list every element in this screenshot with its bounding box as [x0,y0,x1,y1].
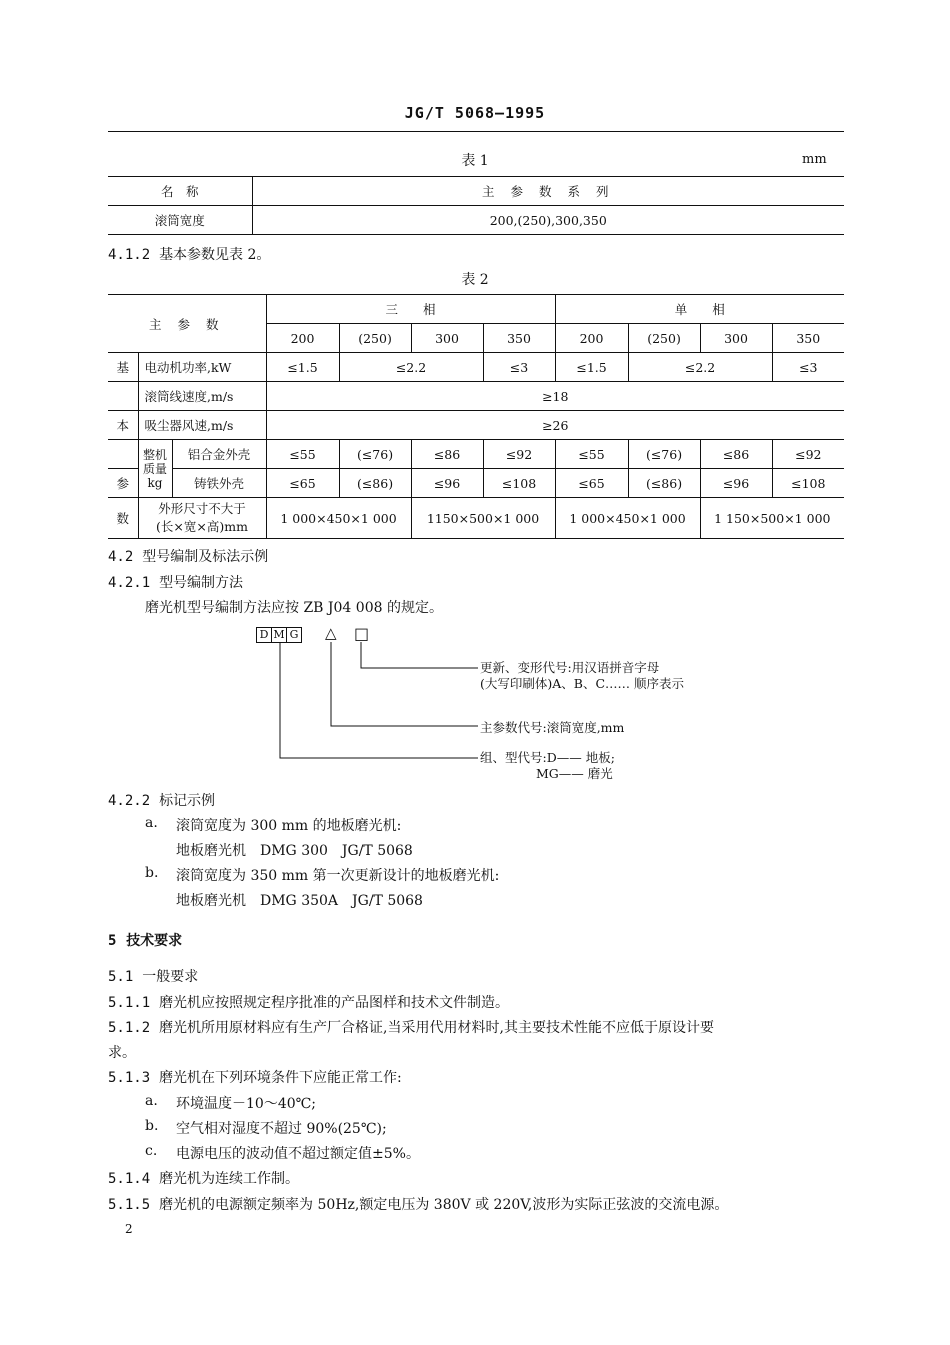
alu-cell: (≤76) [628,440,700,469]
alu-label: 铝合金外壳 [172,440,266,469]
power-cell: ≤2.2 [628,353,772,382]
standard-header: JG/T 5068—1995 [404,104,546,122]
diagram-label-line: 组、型代号:D—— 地板; [480,750,615,765]
section-text: 型号编制及标法示例 [142,549,269,565]
table2-width: (250) [628,324,700,353]
alu-cell: ≤92 [483,440,555,469]
section-4-2-1 [108,572,243,592]
power-cell: ≤1.5 [266,353,339,382]
power-cell: ≤3 [772,353,844,382]
table1 [108,176,844,235]
section-number: 5.1.3 [108,1070,151,1086]
section-4-2-1-body: 磨光机型号编制方法应按 ZB J04 008 的规定。 [145,600,443,616]
table1-header-series: 主 参 数 系 列 [252,177,844,206]
wind-value: ≥26 [266,411,844,440]
section-text: 磨光机所用原材料应有生产厂合格证,当采用代用材料时,其主要技术性能不应低于原设计要 [159,1020,714,1036]
group-label-char: 本 [108,411,138,440]
table2-main-param: 主 参 数 [108,295,266,353]
iron-cell: ≤96 [411,469,483,498]
diagram-label-group [480,750,615,782]
diagram-label-param: 主参数代号:滚筒宽度,mm [480,720,625,735]
section-5-1 [108,966,198,986]
leader-line-param [331,642,478,726]
condition-c: 电源电压的波动值不超过额定值±5%。 [176,1146,420,1162]
section-number: 4.2.2 [108,793,151,809]
section-5-1-1 [108,992,509,1012]
section-number: 5.1 [108,969,134,985]
power-cell: ≤1.5 [555,353,628,382]
leader-line-group [280,642,478,758]
section-text: 磨光机应按照规定程序批准的产品图样和技术文件制造。 [159,995,510,1011]
alu-cell: (≤76) [339,440,411,469]
table2-single-phase: 单 相 [555,295,844,324]
section-number: 5.1.4 [108,1171,151,1187]
section-number: 4.1.2 [108,247,151,263]
list-marker: c. [145,1143,158,1159]
table2-width: 350 [483,324,555,353]
iron-label: 铸铁外壳 [172,469,266,498]
section-number: 4.2 [108,549,134,565]
section-text: 型号编制方法 [159,575,244,591]
table2-width: 300 [411,324,483,353]
section-text: 标记示例 [159,793,216,809]
dim-cell: 1 000×450×1 000 [555,498,700,539]
dim-cell: 1 150×500×1 000 [700,498,844,539]
section-number: 5.1.5 [108,1197,151,1213]
diagram-label-line: 更新、变形代号:用汉语拼音字母 [480,660,660,675]
table2-width: 200 [266,324,339,353]
diagram-label-update [480,660,684,692]
dim-label-line2: (长×宽×高)mm [156,519,248,534]
alu-cell: ≤86 [411,440,483,469]
list-marker: b. [145,865,159,881]
model-code-leader-lines [250,622,480,772]
diagram-label-line: MG—— 磨光 [536,766,613,781]
iron-cell: (≤86) [339,469,411,498]
table2-three-phase: 三 相 [266,295,555,324]
square-symbol: □ [354,624,370,643]
section-number: 5 [108,933,117,949]
dim-cell: 1 000×450×1 000 [266,498,411,539]
example-a-code: 地板磨光机 DMG 300 JG/T 5068 [176,843,413,859]
diagram-label-line: (大写印刷体)A、B、C…… 顺序表示 [480,676,685,691]
table2-width: (250) [339,324,411,353]
section-5-1-2-cont: 求。 [108,1045,136,1061]
code-letter-box: M [272,627,287,643]
code-letter-box: D [256,627,272,643]
triangle-symbol: △ [325,624,337,642]
iron-cell: ≤65 [555,469,628,498]
table2-caption: 表 2 [461,272,489,288]
wind-label: 吸尘器风速,m/s [138,411,266,440]
section-number: 5.1.2 [108,1020,151,1036]
alu-cell: ≤92 [772,440,844,469]
section-4-1-2 [108,244,270,264]
section-4-2-2 [108,790,215,810]
page-number: 2 [125,1222,133,1236]
table1-row-label: 滚筒宽度 [108,206,252,235]
section-number: 4.2.1 [108,575,151,591]
mass-label: 整机质量kg [138,440,172,498]
speed-label: 滚筒线速度,m/s [138,382,266,411]
section-title: 技术要求 [126,933,183,949]
group-label-char: 基 [108,353,138,382]
table2-width: 300 [700,324,772,353]
section-text: 磨光机的电源额定频率为 50Hz,额定电压为 380V 或 220V,波形为实际正弦波的交流电源。 [159,1197,729,1213]
section-5-1-4 [108,1168,299,1188]
section-text: 磨光机在下列环境条件下应能正常工作: [159,1070,402,1086]
section-5-1-5 [108,1194,728,1214]
power-label: 电动机功率,kW [138,353,266,382]
table2-width: 350 [772,324,844,353]
section-text: 磨光机为连续工作制。 [159,1171,300,1187]
alu-cell: ≤86 [700,440,772,469]
condition-a: 环境温度－10～40℃; [176,1096,317,1112]
table2-width: 200 [555,324,628,353]
list-marker: a. [145,1093,158,1109]
speed-value: ≥18 [266,382,844,411]
section-number: 5.1.1 [108,995,151,1011]
group-label-char: 参 [108,469,138,498]
alu-cell: ≤55 [555,440,628,469]
section-4-2 [108,546,268,566]
table1-unit: mm [802,152,827,167]
section-5-1-3 [108,1067,402,1087]
table2 [108,294,844,539]
section-text: 一般要求 [142,969,199,985]
example-a-text: 滚筒宽度为 300 mm 的地板磨光机: [176,818,402,834]
dim-label [138,498,266,539]
power-cell: ≤3 [483,353,555,382]
dim-cell: 1150×500×1 000 [411,498,555,539]
table1-caption: 表 1 [461,153,489,169]
condition-b: 空气相对湿度不超过 90%(25℃); [176,1121,387,1137]
example-b-code: 地板磨光机 DMG 350A JG/T 5068 [176,893,423,909]
header-rule [108,131,844,132]
iron-cell: ≤108 [483,469,555,498]
group-label-char: 数 [108,498,138,539]
example-b-text: 滚筒宽度为 350 mm 第一次更新设计的地板磨光机: [176,868,500,884]
table1-row-value: 200,(250),300,350 [252,206,844,235]
iron-cell: ≤65 [266,469,339,498]
iron-cell: ≤108 [772,469,844,498]
dim-label-line1: 外形尺寸不大于 [158,501,246,516]
leader-line-update [361,642,478,668]
section-text: 基本参数见表 2。 [159,247,271,263]
power-cell: ≤2.2 [339,353,483,382]
section-5-1-2 [108,1017,714,1037]
list-marker: a. [145,815,158,831]
section-5 [108,930,182,950]
list-marker: b. [145,1118,159,1134]
iron-cell: ≤96 [700,469,772,498]
table1-header-name: 名 称 [108,177,252,206]
alu-cell: ≤55 [266,440,339,469]
code-letter-box: G [287,627,302,643]
iron-cell: (≤86) [628,469,700,498]
